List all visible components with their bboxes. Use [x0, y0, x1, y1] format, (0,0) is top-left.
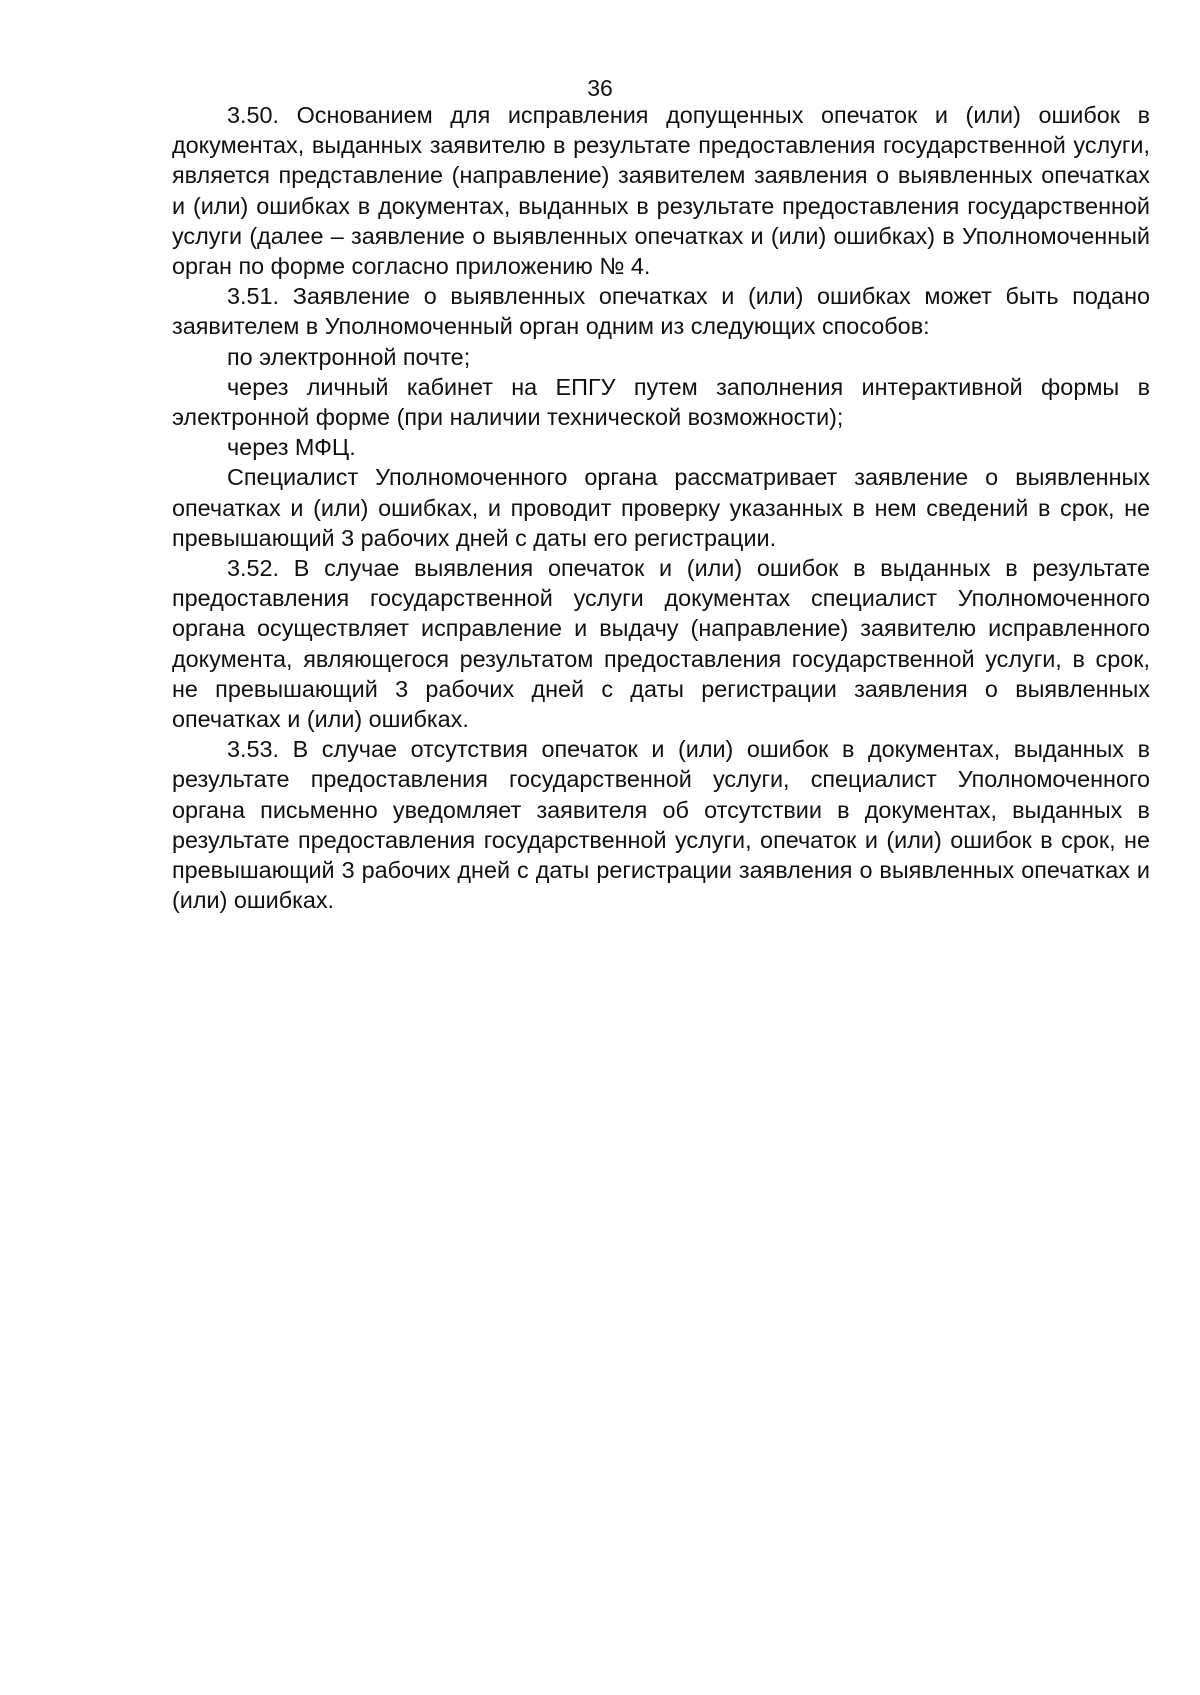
- document-body: [172, 100, 1150, 915]
- paragraph-3-52: 3.52. В случае выявления опечаток и (или) ошибок в выданных в результате предоставления государственной услуги документах специалист Уполномоченного органа осуществляет исправление и выдачу (направление) заявителю исправленного документа, являющегося результатом предоставления государственной услуги, в срок, не превышающий 3 рабочих дней с даты регистрации заявления о выявленных опечатках и (или) ошибках.: [172, 555, 1150, 733]
- paragraph-3-51: 3.51. Заявление о выявленных опечатках и (или) ошибках может быть подано заявителем в Уполномоченный орган одним из следующих способов:: [172, 283, 1150, 340]
- list-item-epgu: через личный кабинет на ЕПГУ путем заполнения интерактивной формы в электронной форме (при наличии технической возможности);: [172, 373, 1150, 431]
- paragraph-3-50: 3.50. Основанием для исправления допущенных опечаток и (или) ошибок в документах, выданных заявителю в результате предоставления государственной услуги, является представление (направление) заявителем заявления о выявленных опечатках и (или) ошибках в документах, выданных в результате предоставления государственной услуги (далее – заявление о выявленных опечатках и (или) ошибках) в Уполномоченный орган по форме согласно приложению № 4.: [172, 102, 1150, 280]
- page-number: 36: [587, 75, 613, 101]
- list-item-email: по электронной почте;: [227, 343, 471, 370]
- paragraph-specialist-review: Специалист Уполномоченного органа рассматривает заявление о выявленных опечатках и (или) ошибках, и проводит проверку указанных в нем сведений в срок, не превышающий 3 рабочих дней с даты его регистрации.: [172, 464, 1150, 551]
- list-item-mfc: через МФЦ.: [227, 434, 356, 461]
- paragraph-3-53: 3.53. В случае отсутствия опечаток и (или) ошибок в документах, выданных в результате предоставления государственной услуги, специалист Уполномоченного органа письменно уведомляет заявителя об отсутствии в документах, выданных в результате предоставления государственной услуги, опечаток и (или) ошибок в срок, не превышающий 3 рабочих дней с даты регистрации заявления о выявленных опечатках и (или) ошибках.: [172, 736, 1150, 914]
